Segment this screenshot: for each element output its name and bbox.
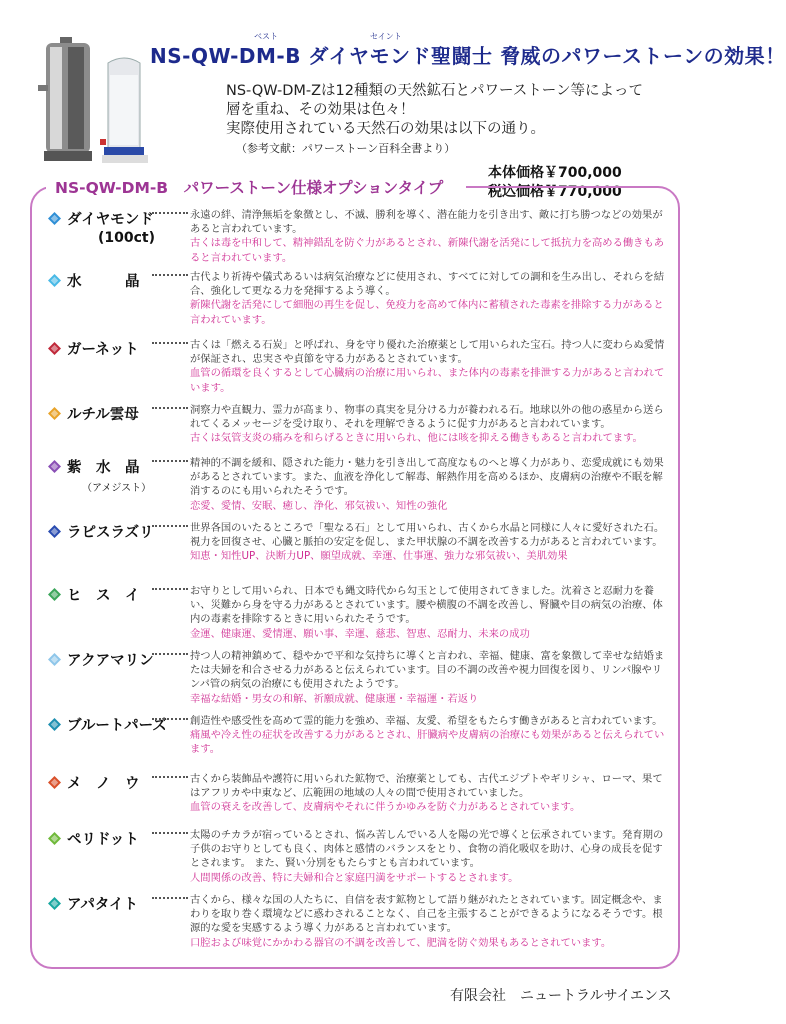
leader-dots xyxy=(152,776,188,778)
stone-effect-text: 新陳代謝を活発にして細胞の再生を促し、免疫力を高めて体内に蓄積された毒素を排除する力があると言われています。 xyxy=(190,299,664,326)
stone-description xyxy=(190,208,672,265)
intro-line: 実際使用されている天然石の効果は以下の通り。 xyxy=(226,121,545,137)
stone-effect-text: 血管の循環を良くするとして心臓病の治療に用いられ、また体内の毒素を排泄する力があると言われています。 xyxy=(190,367,665,394)
stone-description xyxy=(190,714,672,757)
orange-gem-icon xyxy=(48,407,61,420)
stone-description xyxy=(190,828,672,885)
stone-desc-text: 洞察力や直観力、霊力が高まり、物事の真実を見分ける力が養われる石。地球以外の他の惑星から送られてくるメッセージを受け取り、それを理解できるように促す力があると言われています。 xyxy=(190,404,664,431)
stone-name-label: ペリドット xyxy=(67,832,139,848)
leader-dots xyxy=(152,653,188,655)
stone-desc-text: 創造性や感受性を高めて霊的能力を強め、幸福、友愛、希望をもたらす働きがあると言われています。 xyxy=(190,715,663,727)
stone-effect-text: 口腔および味覚にかかわる器官の不調を改善して、肥満を防ぐ効果もあるとされています。 xyxy=(190,936,612,949)
stone-name-label: ラピスラズリ xyxy=(67,525,154,541)
leader-dots xyxy=(152,212,188,214)
lime-gem-icon xyxy=(48,832,61,845)
stone-description xyxy=(190,521,672,564)
stone-effect-text: 古くは気管支炎の痛みを和らげるときに用いられ、他には咳を抑える働きもあると言われてます。 xyxy=(190,432,643,445)
stone-desc-text: 永遠の絆、清浄無垢を象徴とし、不滅、勝利を導く、潜在能力を引き出す、敵に打ち勝つなどの効果があると言われています。 xyxy=(190,209,663,236)
stone-desc-text: 古くから、様々な国の人たちに、自信を表す鉱物として語り継がれたとされています。固定概念や、まわりを取り巻く環境などに惑わされることなく、自己を主張することができるようになるそうです。根源的な愛を実感するよう導く力があると言われています。 xyxy=(190,894,663,935)
reference-note: （参考文献：パワーストーン百科全書より） xyxy=(236,142,456,155)
intro-line: 層を重ね、その効果は色々！ xyxy=(226,102,415,118)
stone-name-label: ガーネット xyxy=(67,342,139,358)
stone-effect-text: 古くは毒を中和して、精神錯乱を防ぐ力があるとされ、新陳代謝を活発にして抵抗力を高める働きもあると言われています。 xyxy=(190,237,665,264)
stone-desc-text: 古くは「燃える石炭」と呼ばれ、身を守り優れた治療薬として用いられた宝石。持つ人に変わらぬ愛情が保証され、忠実さや貞節を守る力があるとされています。 xyxy=(190,339,665,366)
leader-dots xyxy=(152,588,188,590)
stone-desc-text: 古くから装飾品や護符に用いられた鉱物で、治療薬としても、古代エジプトやギリシャ、ローマ、果てはアフリカや中東など、広範囲の地域の人々の間で使用されていました。 xyxy=(190,773,663,800)
light-blue-gem-icon xyxy=(48,274,61,287)
stone-desc-text: 古代より祈祷や儀式あるいは病気治療などに使用され、すべてに対しての調和を生み出し、それらを結合、強化して更なる力を発揮するよう導く。 xyxy=(190,271,665,298)
stone-name-label: アパタイト xyxy=(67,897,139,913)
stone-description xyxy=(190,338,672,395)
stone-name-label: メ ノ ウ xyxy=(67,776,140,792)
stone-effect-text: 金運、健康運、愛情運、願い事、幸運、慈悲、智恵、忍耐力、未来の成功 xyxy=(190,627,530,640)
stone-description xyxy=(190,893,672,950)
section-header: NS-QW-DM-B パワーストーン仕様オプションタイプ xyxy=(55,179,444,197)
leader-dots xyxy=(152,274,188,276)
purple-gem-icon xyxy=(48,460,61,473)
teal-gem-icon xyxy=(48,718,61,731)
stone-effect-text: 知恵・知性UP、決断力UP、願望成就、幸運、仕事運、強力な邪気祓い、美肌効果 xyxy=(190,550,568,563)
stone-effect-text: 痛風や冷え性の症状を改善する力があるとされ、肝臓病や皮膚病の治療にも効果があると伝えられています。 xyxy=(190,729,665,756)
aqua-gem-icon xyxy=(48,653,61,666)
leader-dots xyxy=(152,342,188,344)
intro-text xyxy=(226,82,643,158)
stone-description xyxy=(190,456,672,513)
red-orange-gem-icon xyxy=(48,776,61,789)
leader-dots xyxy=(152,460,188,462)
stone-name-label: 紫 水 晶 xyxy=(67,460,140,476)
stone-desc-text: 世界各国のいたるところで「聖なる石」として用いられ、古くから水晶と同様に人々に愛好された石。視力を回復させ、心臓と脈拍の安定を促し、また甲状腺の不調を改善する力があると言われています。 xyxy=(190,522,665,549)
green-gem-icon xyxy=(48,588,61,601)
stone-description xyxy=(190,584,672,641)
base-price: 本体価格￥700,000 xyxy=(488,165,622,181)
stone-desc-text: 太陽のチカラが宿っているとされ、悩み苦しんでいる人を陽の光で導くと伝承されています。発育期の子供のお守りとしても良く、肉体と感情のバランスをとり、食物の消化吸収を助け、心身の成長を促すとされます。 また、賢い分別をもたらすとも言われています。 xyxy=(190,829,664,870)
stone-alt-name: （アメジスト） xyxy=(82,483,152,494)
ruby-saint: セイント xyxy=(370,32,402,41)
stone-description xyxy=(190,772,672,815)
leader-dots xyxy=(152,897,188,899)
navy-gem-icon xyxy=(48,525,61,538)
stone-name-label: ダイヤモンド xyxy=(67,212,154,228)
intro-line: NS-QW-DM-Zは12種類の天然鉱石とパワーストーン等によって xyxy=(226,83,643,99)
stone-name-label: アクアマリン xyxy=(67,653,154,669)
stone-desc-text: 精神的不調を緩和、隠された能力・魅力を引き出して高度なものへと導く力があり、恋愛成就にも効果があるとされています。また、血液を浄化して解毒、解熱作用を高めるほか、皮膚病の治療や不眠を解消するのにも用いられたそうです。 xyxy=(190,457,664,498)
stone-effect-text: 幸福な結婚・男女の和解、祈願成就、健康運・幸福運・若返り xyxy=(190,692,479,705)
cyan-gem-icon xyxy=(48,897,61,910)
stone-carat: (100ct) xyxy=(98,230,156,246)
page-title: NS-QW-DM-B ダイヤモンド聖闘士 脅威のパワーストーンの効果！ xyxy=(150,44,786,68)
stone-desc-text: お守りとして用いられ、日本でも縄文時代から勾玉として使用されてきました。沈着さと忍耐力を養い、災難から身を守る力があるとされています。腰や横腹の不調を改善し、腎臓や目の病気の治療、体内の毒素を排除するときに用いられたそうです。 xyxy=(190,585,663,626)
stone-description xyxy=(190,649,672,706)
stone-name-label: ヒ ス イ xyxy=(67,588,140,604)
leader-dots xyxy=(152,407,188,409)
stone-name-label: ブルートパーズ xyxy=(67,718,167,734)
stone-description xyxy=(190,270,672,327)
tax-price: 税込価格￥770,000 xyxy=(488,184,622,200)
ruby-best: ベスト xyxy=(254,32,278,41)
stone-name-label: 水 晶 xyxy=(67,274,140,290)
stone-description xyxy=(190,403,672,446)
stone-name-label: ルチル雲母 xyxy=(67,407,139,423)
company-name: 有限会社 ニュートラルサイエンス xyxy=(450,988,672,1004)
leader-dots xyxy=(152,832,188,834)
stone-effect-text: 血管の衰えを改善して、皮膚病やそれに伴うかゆみを防ぐ力があるとされています。 xyxy=(190,801,581,814)
water-purifier-product-image xyxy=(38,35,150,165)
leader-dots xyxy=(152,525,188,527)
stone-effect-text: 恋愛、愛情、安眠、癒し、浄化、邪気祓い、知性の強化 xyxy=(190,499,448,512)
crimson-gem-icon xyxy=(48,342,61,355)
stone-effect-text: 人間関係の改善、特に夫婦和合と家庭円満をサポートするとされます。 xyxy=(190,871,519,884)
leader-dots xyxy=(152,718,188,720)
blue-gem-icon xyxy=(48,212,61,225)
stone-desc-text: 持つ人の精神鎮めて、穏やかで平和な気持ちに導くと言われ、幸福、健康、富を象徴して幸せな結婚または夫婦を和合させる力があると伝えられています。目の不調の改善や視力回復を図り、リンパ腺やリンパ管の病気の治療にも使用されたようです。 xyxy=(190,650,665,691)
